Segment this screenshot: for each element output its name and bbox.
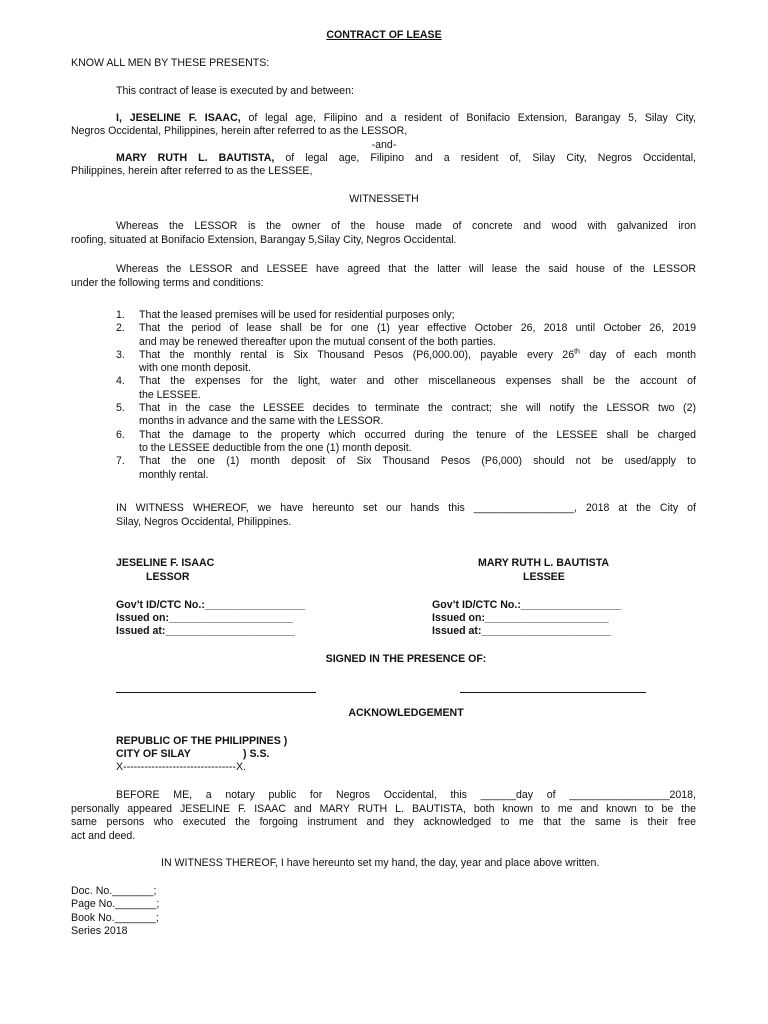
- term-text-cont: months in advance and the same with the LESSOR.: [139, 415, 384, 428]
- opening-line: KNOW ALL MEN BY THESE PRESENTS:: [71, 57, 270, 69]
- term-text: That in the case the LESSEE decides to terminate the contract; she will notify the LESSOR two (2): [139, 402, 696, 415]
- term-text: [139, 349, 696, 362]
- terms-list: [116, 309, 696, 482]
- term-number: 3.: [116, 348, 125, 361]
- book-number-field: Book No._______;: [71, 912, 159, 924]
- party1-line2: Negros Occidental, Philippines, herein after referred to as the LESSOR,: [71, 125, 408, 137]
- signed-presence-heading: SIGNED IN THE PRESENCE OF:: [325, 653, 487, 665]
- party2-text: of legal age, Filipino and a resident of, Silay City, Negros Occidental,: [274, 152, 697, 164]
- ack-thereof: IN WITNESS THEREOF, I have hereunto set my hand, the day, year and place above written.: [161, 857, 600, 869]
- page-number-field: Page No._______;: [71, 898, 160, 910]
- ack-body-line2: personally appeared JESELINE F. ISAAC and MARY RUTH L. BAUTISTA, both known to me and known to be the: [71, 803, 696, 815]
- series-field: Series 2018: [71, 925, 128, 937]
- venue-x-line: X--------------------------------X.: [116, 761, 246, 773]
- term-text-cont: with one month deposit.: [139, 362, 251, 375]
- lessor-signature-name: JESELINE F. ISAAC: [116, 557, 215, 569]
- lessee-id-field: Gov’t ID/CTC No.:_________________: [432, 599, 622, 611]
- term-item: [116, 375, 696, 402]
- ack-body-line4: act and deed.: [71, 830, 136, 842]
- term-text-cont: the LESSEE.: [139, 388, 201, 401]
- party1-text: of legal age, Filipino and a resident of Bonifacio Extension, Barangay 5, Silay City,: [240, 112, 696, 124]
- term-number: 6.: [116, 428, 125, 441]
- term-text-cont: to the LESSEE deductible from the one (1) month deposit.: [139, 441, 412, 454]
- party2-line2: Philippines, herein after referred to as the LESSEE,: [71, 165, 313, 177]
- venue-republic: REPUBLIC OF THE PHILIPPINES ): [116, 735, 288, 747]
- term-item: [116, 309, 696, 322]
- term-text-part: day of each month: [579, 348, 696, 361]
- term-item: [116, 322, 696, 349]
- lessor-name-inline: I, JESELINE F. ISAAC,: [116, 112, 241, 124]
- witness-signature-line-right: [460, 692, 646, 693]
- witness-signature-line-left: [116, 692, 316, 693]
- lessee-role: LESSEE: [523, 571, 565, 583]
- lessor-role: LESSOR: [146, 571, 190, 583]
- term-text-cont: monthly rental.: [139, 468, 209, 481]
- ordinal-suffix: th: [574, 348, 580, 356]
- term-number: 5.: [116, 402, 125, 415]
- term-text: That the expenses for the light, water and other miscellaneous expenses shall be the account of: [139, 375, 696, 388]
- term-item: [116, 349, 696, 376]
- term-text: That the damage to the property which occurred during the tenure of the LESSEE shall be charged: [139, 428, 696, 441]
- ack-body-line1: BEFORE ME, a notary public for Negros Occidental, this ______day of _________________2018,: [116, 789, 696, 801]
- term-number: 2.: [116, 322, 125, 335]
- venue-city: CITY OF SILAY: [116, 748, 191, 760]
- lessor-issued-at-field: Issued at:______________________: [116, 625, 296, 637]
- term-text: That the one (1) month deposit of Six Thousand Pesos (P6,000) should not be used/apply to: [139, 455, 696, 468]
- inwitness-line2: Silay, Negros Occidental, Philippines.: [116, 516, 292, 528]
- whereas2-line2: under the following terms and conditions:: [71, 277, 264, 289]
- term-number: 4.: [116, 375, 125, 388]
- term-text-part: That the monthly rental is Six Thousand Pesos (P6,000.00), payable every 26: [139, 348, 575, 361]
- witnesseth-heading: WITNESSETH: [349, 193, 419, 205]
- term-item: [116, 429, 696, 456]
- lessor-issued-on-field: Issued on:_____________________: [116, 612, 293, 624]
- party1-line1: [116, 112, 696, 125]
- document-title: CONTRACT OF LEASE: [326, 29, 442, 41]
- term-item: [116, 455, 696, 482]
- inwitness-line1: IN WITNESS WHEREOF, we have hereunto set our hands this _________________, 2018 at the City of: [116, 502, 696, 514]
- party2-line1: [116, 152, 696, 165]
- doc-number-field: Doc. No._______;: [71, 885, 157, 897]
- term-text-cont: and may be renewed thereafter upon the mutual consent of the both parties.: [139, 335, 496, 348]
- lessee-name-inline: MARY RUTH L. BAUTISTA,: [116, 152, 275, 164]
- whereas1-line1: Whereas the LESSOR is the owner of the house made of concrete and wood with galvanized iron: [116, 220, 696, 232]
- term-item: [116, 402, 696, 429]
- term-text: That the leased premises will be used for residential purposes only;: [139, 309, 455, 321]
- intro-line: This contract of lease is executed by and between:: [116, 85, 354, 97]
- acknowledgement-heading: ACKNOWLEDGEMENT: [348, 707, 464, 719]
- term-text: That the period of lease shall be for one (1) year effective October 26, 2018 until October 26, 2019: [139, 322, 696, 335]
- lessor-id-field: Gov’t ID/CTC No.:_________________: [116, 599, 306, 611]
- and-separator: -and-: [371, 139, 397, 151]
- lessee-signature-name: MARY RUTH L. BAUTISTA: [478, 557, 610, 569]
- lessee-issued-at-field: Issued at:______________________: [432, 625, 612, 637]
- whereas1-line2: roofing, situated at Bonifacio Extension, Barangay 5,Silay City, Negros Occidental.: [71, 234, 457, 246]
- whereas2-line1: Whereas the LESSOR and LESSEE have agreed that the latter will lease the said house of the LESSOR: [116, 263, 696, 275]
- ack-body-line3: same persons who executed the forgoing instrument and they acknowledged to me that the same is their free: [71, 816, 696, 828]
- term-number: 1.: [116, 309, 125, 321]
- lessee-issued-on-field: Issued on:_____________________: [432, 612, 609, 624]
- term-number: 7.: [116, 455, 125, 468]
- venue-ss: ) S.S.: [243, 748, 270, 760]
